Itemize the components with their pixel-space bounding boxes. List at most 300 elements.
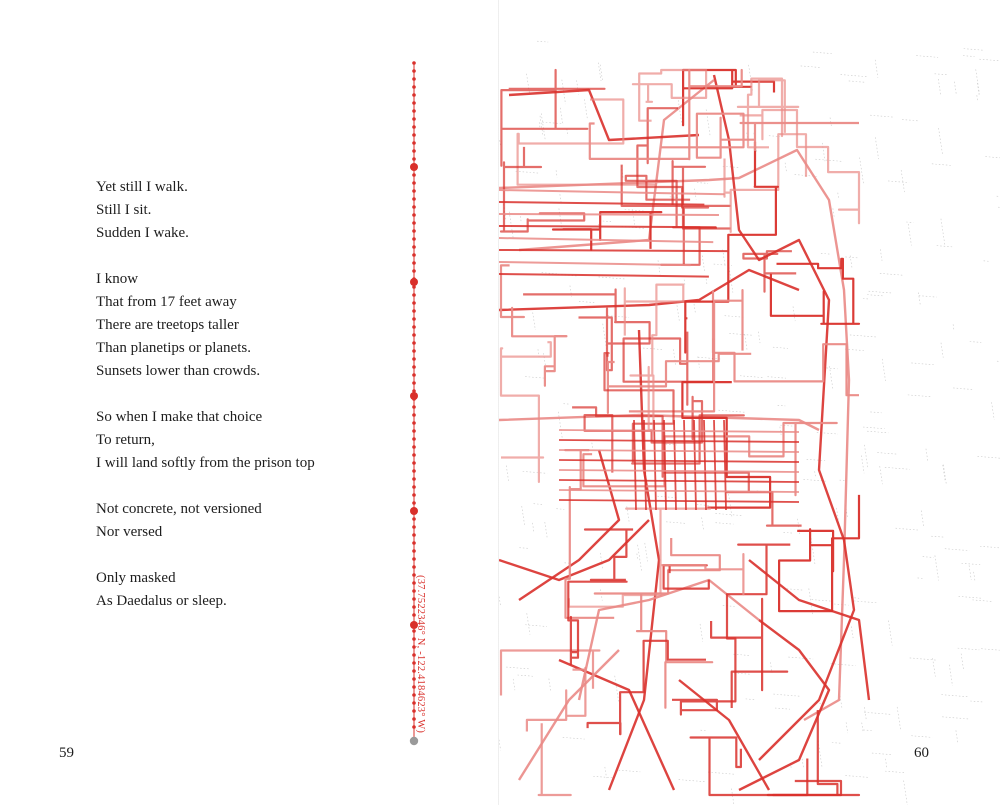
street-segment (963, 56, 974, 57)
timeline-dot (412, 205, 416, 209)
street-segment (499, 740, 501, 751)
page-number-left: 59 (59, 745, 74, 761)
street-segment (708, 772, 735, 774)
street-segment (926, 449, 928, 463)
street-segment (911, 736, 932, 738)
street-segment (615, 676, 619, 704)
street-segment (520, 216, 521, 223)
street-segment (918, 293, 920, 306)
street-segment (880, 466, 883, 484)
street-segment (522, 506, 525, 525)
street-segment (908, 395, 932, 397)
street-segment (601, 589, 603, 600)
street-segment (558, 412, 562, 438)
timeline-dot (412, 141, 416, 145)
street-segment (945, 549, 970, 551)
street-segment (793, 306, 795, 321)
route-line (499, 274, 709, 277)
street-segment (542, 122, 563, 124)
street-segment (745, 334, 748, 351)
timeline-dot (412, 173, 416, 177)
street-segment (740, 376, 762, 378)
street-grid (499, 41, 1000, 805)
street-segment (676, 302, 679, 322)
route-line (674, 420, 676, 510)
street-segment (729, 333, 752, 335)
street-segment (976, 69, 980, 94)
street-segment (584, 99, 587, 119)
timeline-dot (412, 69, 416, 73)
street-segment (728, 491, 732, 517)
street-segment (778, 405, 786, 406)
street-segment (977, 95, 978, 102)
street-segment (845, 776, 869, 778)
timeline-dot (412, 357, 416, 361)
stanza (96, 498, 396, 544)
street-segment (875, 137, 878, 159)
street-segment (788, 657, 813, 659)
street-segment (849, 81, 865, 82)
street-segment (758, 332, 760, 343)
street-segment (949, 665, 952, 686)
route-line (539, 723, 571, 795)
timeline-marker (410, 392, 418, 400)
timeline-dot (412, 429, 416, 433)
timeline-dot (412, 341, 416, 345)
street-segment (694, 304, 695, 313)
street-segment (657, 496, 677, 498)
timeline-marker (410, 507, 418, 515)
street-segment (864, 712, 892, 714)
street-segment (901, 170, 904, 192)
street-segment (933, 658, 936, 676)
route-line (559, 460, 799, 462)
left-page (0, 0, 499, 805)
route-line (634, 420, 636, 510)
route-line (559, 500, 799, 502)
street-segment (625, 210, 645, 212)
street-segment (567, 129, 568, 136)
right-page (499, 0, 1000, 805)
street-segment (974, 572, 975, 581)
street-segment (867, 295, 882, 296)
street-segment (981, 649, 1000, 650)
poem-line: Yet still I walk. (96, 179, 188, 195)
timeline-dot (412, 269, 416, 273)
route-line (738, 79, 798, 148)
street-segment (773, 347, 788, 348)
street-segment (549, 679, 551, 692)
street-segment (980, 546, 1000, 548)
street-segment (807, 459, 826, 460)
street-segment (532, 523, 533, 532)
street-segment (992, 402, 995, 420)
timeline-dot (412, 469, 416, 473)
street-segment (932, 164, 952, 166)
timeline-dot (412, 541, 416, 545)
timeline-dot (412, 149, 416, 153)
street-segment (977, 456, 1000, 458)
poem-line: Still I sit. (96, 202, 152, 218)
street-segment (619, 770, 641, 772)
street-segment (958, 648, 980, 650)
timeline-marker (410, 163, 418, 171)
street-segment (767, 377, 785, 378)
street-segment (908, 224, 911, 246)
street-segment (506, 466, 509, 483)
timeline-dot (412, 525, 416, 529)
poem-line: I will land softly from the prison top (96, 455, 315, 471)
street-segment (645, 543, 648, 561)
timeline-dot (412, 109, 416, 113)
street-segment (841, 75, 869, 77)
route-line (518, 100, 656, 185)
timeline-dot (412, 93, 416, 97)
street-segment (869, 291, 892, 293)
street-segment (811, 538, 815, 565)
street-segment (637, 554, 638, 560)
timeline-end-dot (410, 737, 418, 745)
street-segment (603, 221, 611, 222)
street-segment (969, 565, 971, 579)
timeline-dot (412, 221, 416, 225)
street-segment (860, 157, 864, 184)
street-segment (840, 696, 842, 708)
street-segment (701, 730, 707, 731)
street-segment (600, 65, 603, 82)
route-line (664, 420, 666, 510)
timeline-dot (412, 349, 416, 353)
street-segment (544, 353, 546, 366)
route-line (569, 509, 711, 607)
timeline-marker (410, 278, 418, 286)
poem-line: Than planetips or planets. (96, 340, 251, 356)
street-segment (706, 279, 707, 285)
street-segment (812, 600, 831, 602)
timeline-dot (412, 197, 416, 201)
street-segment (885, 467, 910, 469)
street-segment (882, 359, 885, 381)
timeline-dot (412, 493, 416, 497)
route-line (684, 420, 686, 510)
route-line (679, 680, 769, 790)
street-segment (953, 388, 973, 390)
timeline-dot (412, 565, 416, 569)
street-segment (862, 723, 863, 732)
timeline-dot (412, 85, 416, 89)
street-segment (523, 471, 547, 473)
street-segment (870, 412, 881, 413)
timeline-dot (412, 413, 416, 417)
street-segment (702, 256, 704, 271)
route-line (644, 420, 646, 510)
street-segment (880, 273, 903, 275)
timeline-dot (412, 77, 416, 81)
timeline-dot (412, 517, 416, 521)
route-line (499, 262, 691, 265)
street-segment (921, 511, 924, 528)
street-segment (678, 100, 682, 125)
timeline-dot (412, 485, 416, 489)
route-line (732, 672, 788, 708)
street-segment (702, 517, 704, 529)
street-segment (931, 536, 944, 537)
timeline-dot (412, 293, 416, 297)
street-segment (605, 767, 607, 778)
street-segment (867, 431, 888, 433)
street-segment (697, 504, 711, 505)
timeline-dot (412, 373, 416, 377)
street-segment (516, 171, 539, 173)
street-segment (877, 453, 897, 455)
timeline-dot (412, 453, 416, 457)
street-segment (563, 404, 569, 405)
street-segment (822, 143, 825, 161)
street-segment (556, 170, 557, 177)
street-segment (599, 277, 627, 279)
street-segment (560, 108, 563, 125)
timeline-dot (412, 549, 416, 553)
street-segment (833, 208, 834, 217)
route-line (501, 342, 551, 482)
street-segment (658, 260, 660, 274)
route-line (713, 290, 859, 395)
stanza (96, 268, 396, 383)
poem-line: Nor versed (96, 524, 163, 540)
street-segment (731, 673, 751, 675)
street-segment (985, 157, 1000, 159)
timeline-dot (412, 213, 416, 217)
timeline-dot (412, 317, 416, 321)
street-segment (518, 675, 534, 676)
poem-line: That from 17 feet away (96, 294, 237, 310)
street-segment (854, 601, 877, 603)
street-segment (851, 626, 853, 638)
street-segment (939, 128, 943, 154)
route-map (499, 0, 1000, 805)
poem-line: I know (96, 271, 139, 287)
street-segment (775, 708, 790, 709)
timeline-dot (412, 325, 416, 329)
timeline-dot (412, 301, 416, 305)
street-segment (715, 523, 733, 524)
timeline-dot (412, 461, 416, 465)
timeline-dot (412, 309, 416, 313)
street-segment (813, 52, 832, 54)
street-segment (863, 299, 869, 300)
street-segment (885, 759, 887, 769)
street-segment (938, 79, 941, 96)
street-segment (906, 222, 913, 223)
route-line (664, 565, 709, 588)
route-line (714, 420, 716, 510)
street-segment (598, 63, 601, 81)
route-line (559, 450, 799, 452)
street-segment (941, 695, 968, 697)
route-line (501, 147, 584, 232)
street-segment (700, 624, 703, 642)
street-segment (593, 776, 614, 778)
street-segment (506, 667, 529, 669)
street-segment (962, 563, 981, 564)
street-segment (880, 249, 882, 260)
poem-line: To return, (96, 432, 155, 448)
street-segment (838, 193, 839, 200)
street-segment (666, 522, 686, 524)
route-line (654, 420, 656, 510)
timeline-dot (412, 229, 416, 233)
street-segment (715, 513, 742, 515)
street-segment (889, 621, 893, 646)
poem-line: As Daedalus or sleep. (96, 593, 227, 609)
timeline-dot (412, 405, 416, 409)
street-segment (600, 553, 602, 569)
poem-line: Not concrete, not versioned (96, 501, 262, 517)
street-segment (773, 694, 799, 696)
street-segment (533, 312, 536, 330)
street-segment (956, 730, 958, 743)
route-line (609, 330, 659, 790)
street-segment (904, 781, 908, 805)
street-segment (697, 183, 708, 184)
timeline-dot (412, 125, 416, 129)
street-segment (863, 730, 873, 731)
street-segment (534, 504, 543, 505)
street-segment (577, 80, 579, 94)
street-segment (746, 699, 755, 700)
poem-line: There are treetops taller (96, 317, 239, 333)
street-segment (850, 335, 877, 337)
timeline-dot (412, 533, 416, 537)
street-segment (643, 348, 664, 350)
street-segment (815, 159, 843, 161)
street-segment (972, 600, 992, 602)
street-segment (888, 181, 909, 183)
street-segment (783, 532, 793, 533)
poem (96, 176, 396, 636)
street-segment (872, 753, 892, 755)
street-segment (673, 349, 676, 366)
street-segment (539, 122, 540, 128)
street-segment (723, 606, 735, 607)
street-segment (638, 545, 642, 572)
street-segment (953, 324, 954, 331)
street-segment (961, 654, 964, 671)
street-segment (937, 246, 953, 247)
route-line (768, 710, 859, 795)
timeline-dot (412, 133, 416, 137)
street-segment (831, 664, 856, 666)
street-segment (718, 410, 745, 412)
timeline-dot (412, 237, 416, 241)
street-segment (592, 443, 593, 450)
route-line (559, 490, 799, 492)
timeline-dot (412, 117, 416, 121)
street-segment (864, 707, 866, 719)
street-segment (525, 377, 545, 379)
street-segment (785, 163, 786, 172)
timeline-dot (412, 445, 416, 449)
route-line (501, 265, 566, 385)
street-segment (846, 722, 848, 733)
street-segment (923, 557, 934, 558)
street-segment (850, 256, 852, 269)
street-segment (875, 60, 878, 78)
timeline-dot (412, 189, 416, 193)
street-segment (941, 219, 945, 245)
poem-line: Sunsets lower than crowds. (96, 363, 261, 379)
street-segment (579, 301, 594, 302)
street-segment (979, 59, 998, 61)
timeline-dot (412, 557, 416, 561)
street-segment (863, 427, 884, 429)
timeline-dot (412, 157, 416, 161)
street-segment (977, 83, 979, 95)
street-segment (519, 548, 529, 549)
street-segment (958, 596, 982, 598)
timeline-dot (412, 365, 416, 369)
timeline-dot (412, 333, 416, 337)
coordinates-label: (37.7522346° N, -122.4184623° W) (415, 575, 426, 734)
street-segment (563, 737, 585, 739)
stanza (96, 406, 396, 475)
street-segment (964, 49, 985, 51)
street-segment (537, 41, 548, 42)
street-segment (911, 363, 934, 365)
street-segment (802, 759, 803, 768)
poem-line: So when I make that choice (96, 409, 263, 425)
street-segment (954, 82, 956, 96)
route-line (559, 440, 799, 442)
timeline-dot (412, 501, 416, 505)
street-segment (829, 366, 832, 389)
street-segment (942, 717, 968, 719)
route-line (585, 530, 633, 580)
street-segment (941, 343, 943, 358)
timeline-dot (412, 61, 416, 65)
street-segment (897, 707, 901, 731)
street-segment (919, 296, 937, 297)
timeline-dot (412, 245, 416, 249)
route-line (499, 226, 716, 227)
street-segment (864, 445, 867, 468)
street-segment (861, 455, 864, 473)
poem-line: Only masked (96, 570, 176, 586)
stanza (96, 567, 396, 613)
timeline-dot (412, 253, 416, 257)
street-segment (832, 743, 842, 744)
street-segment (679, 780, 706, 782)
street-segment (545, 522, 547, 538)
street-segment (801, 66, 821, 68)
street-segment (821, 253, 831, 254)
street-segment (513, 679, 515, 690)
route-line (740, 110, 859, 223)
route-line (499, 214, 719, 215)
street-segment (815, 471, 816, 477)
stanza (96, 176, 396, 245)
poem-line: Sudden I wake. (96, 225, 189, 241)
route-line (559, 480, 799, 482)
street-segment (916, 56, 938, 58)
street-segment (845, 257, 858, 258)
timeline-dot (412, 261, 416, 265)
timeline-dot (412, 437, 416, 441)
street-segment (943, 465, 946, 485)
street-segment (499, 597, 501, 607)
route-line (499, 190, 725, 194)
street-segment (970, 701, 982, 702)
